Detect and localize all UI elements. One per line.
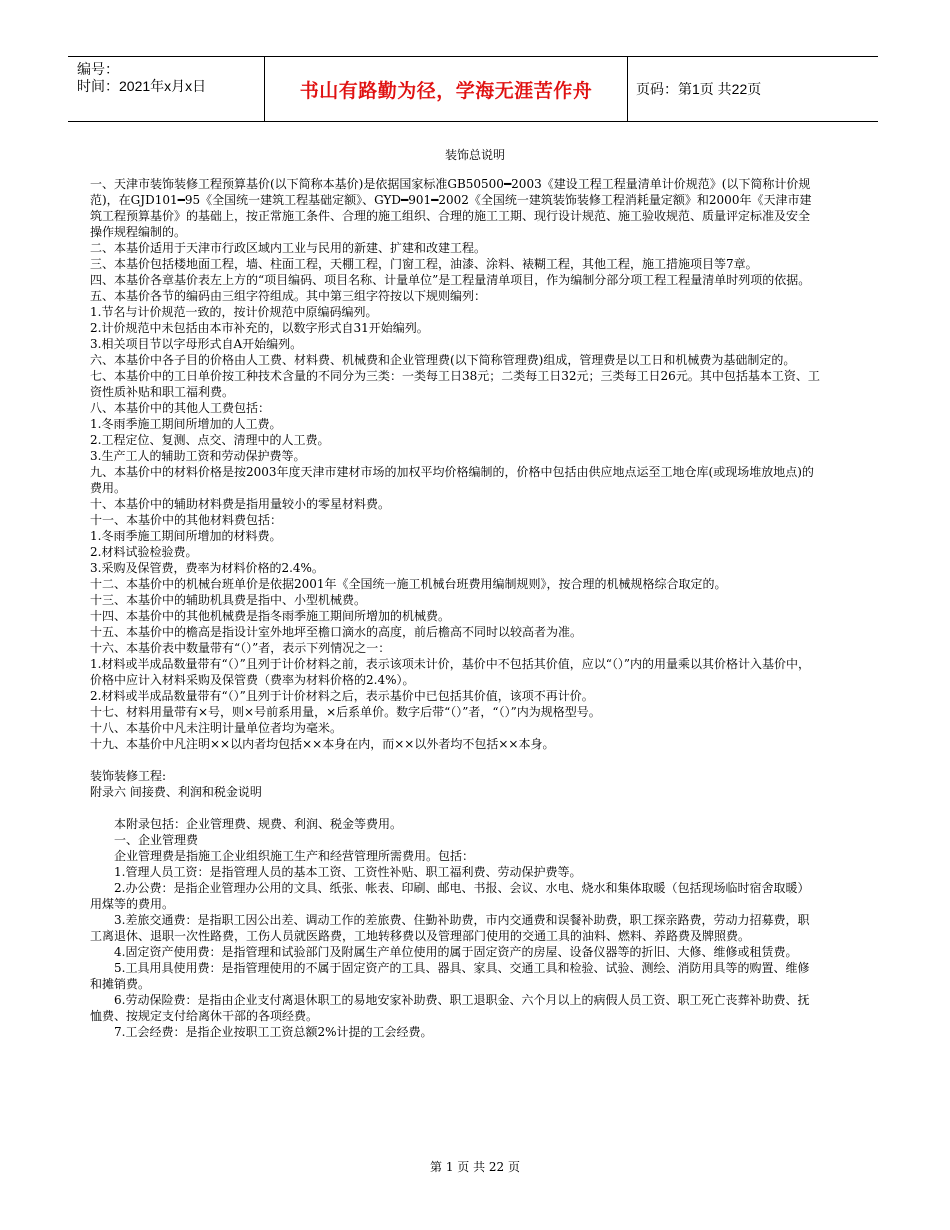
paragraph: 本附录包括：企业管理费、规费、利润、税金等费用。 <box>114 817 403 831</box>
paragraph: 八、本基价中的其他人工费包括： <box>90 401 271 415</box>
number-label: 编号： <box>77 61 119 77</box>
paragraph: 企业管理费是指施工企业组织施工生产和经营管理所需费用。包括： <box>114 849 475 863</box>
paragraph: 十五、本基价中的檐高是指设计室外地坪至檐口滴水的高度，前后檐高不同时以较高者为准。 <box>90 625 583 639</box>
time-label: 时间：2021年x月x日 <box>77 78 207 94</box>
paragraph: 十一、本基价中的其他材料费包括： <box>90 513 283 527</box>
paragraph: 2.材料或半成品数量带有“（）”且列于计价材料之后，表示基价中已包括其价值，该项不再计价。 <box>90 689 594 703</box>
paragraph: 5.工具用具使用费：是指管理使用的不属于固定资产的工具、器具、家具、交通工具和检验、试验、测绘、消防用具等的购置、维修和摊销费。 <box>90 961 810 991</box>
appendix-notes <box>90 816 820 1040</box>
appendix-heading-2: 附录六 间接费、利润和税金说明 <box>90 785 262 799</box>
paragraph: 1.节名与计价规范一致的，按计价规范中原编码编列。 <box>90 305 378 319</box>
paragraph: 十六、本基价表中数量带有“（）”者，表示下列情况之一： <box>90 641 391 655</box>
paragraph: 十三、本基价中的辅助机具费是指中、小型机械费。 <box>90 593 367 607</box>
paragraph: 3.相关项目节以字母形式自A开始编列。 <box>90 337 303 351</box>
paragraph: 四、本基价各章基价表左上方的“项目编码、项目名称、计量单位”是工程量清单项目，作为编制分部分项工程工程量清单时列项的依据。 <box>90 273 811 287</box>
document-title: 装饰总说明 <box>444 148 505 162</box>
motto: 书山有路勤为径，学海无涯苦作舟 <box>265 57 628 121</box>
appendix-heading-1: 装饰装修工程: <box>90 769 167 783</box>
paragraph: 一、企业管理费 <box>114 833 199 847</box>
paragraph: 十二、本基价中的机械台班单价是依据2001年《全国统一施工机械台班费用编制规则》，按合理的机械规格综合取定的。 <box>90 577 727 591</box>
paragraph: 7.工会经费：是指企业按职工工资总额2%计提的工会经费。 <box>114 1025 433 1039</box>
paragraph: 六、本基价中各子目的价格由人工费、材料费、机械费和企业管理费(以下简称管理费)组成，管理费是以工日和机械费为基础制定的。 <box>90 353 796 367</box>
paragraph: 十、本基价中的辅助材料费是指用量较小的零星材料费。 <box>90 497 391 511</box>
document-body <box>90 176 820 1040</box>
page-header <box>68 56 878 122</box>
page-footer: 第 1 页 共 22 页 <box>430 1160 520 1174</box>
paragraph: 1.材料或半成品数量带有“（）”且列于计价材料之前，表示该项未计价，基价中不包括其价值，应以“（）”内的用量乘以其价格计入基价中，价格中应计入材料采购及保管费（费率为材料价格的2.4%）。 <box>90 657 810 687</box>
paragraph: 2.计价规范中未包括由本市补充的，以数字形式自31开始编列。 <box>90 321 429 335</box>
paragraph: 1.冬雨季施工期间所增加的人工费。 <box>90 417 282 431</box>
paragraph: 4.固定资产使用费：是指管理和试验部门及附属生产单位使用的属于固定资产的房屋、设备仪器等的折旧、大修、维修或租赁费。 <box>114 945 798 959</box>
paragraph: 三、本基价包括楼地面工程，墙、柱面工程，天棚工程，门窗工程，油漆、涂料、裱糊工程，其他工程，施工措施项目等7章。 <box>90 257 758 271</box>
paragraph: 七、本基价中的工日单价按工种技术含量的不同分为三类：一类每工日38元；二类每工日32元；三类每工日26元。其中包括基本工资、工资性质补贴和职工福利费。 <box>90 369 820 399</box>
paragraph: 1.管理人员工资：是指管理人员的基本工资、工资性补贴、职工福利费、劳动保护费等。 <box>114 865 582 879</box>
paragraph: 3.差旅交通费：是指职工因公出差、调动工作的差旅费、住勤补助费，市内交通费和误餐补助费，职工探亲路费，劳动力招募费，职工离退休、退职一次性路费，工伤人员就医路费，工地转移费以及管理部门使用的交通工具的油料、燃料、养路费及牌照费。 <box>90 913 810 943</box>
general-notes <box>90 176 820 752</box>
paragraph: 1.冬雨季施工期间所增加的材料费。 <box>90 529 282 543</box>
paragraph: 十四、本基价中的其他机械费是指冬雨季施工期间所增加的机械费。 <box>90 609 451 623</box>
paragraph: 九、本基价中的材料价格是按2003年度天津市建材市场的加权平均价格编制的，价格中包括由供应地点运至工地仓库(或现场堆放地点)的费用。 <box>90 465 814 495</box>
paragraph: 2.材料试验检验费。 <box>90 545 198 559</box>
page-indicator: 页码：第1页 共22页 <box>636 81 762 97</box>
paragraph: 3.采购及保管费，费率为材料价格的2.4%。 <box>90 561 324 575</box>
paragraph: 2.办公费：是指企业管理办公用的文具、纸张、帐表、印刷、邮电、书报、会议、水电、烧水和集体取暖（包括现场临时宿舍取暖）用煤等的费用。 <box>90 881 810 911</box>
paragraph: 五、本基价各节的编码由三组字符组成。其中第三组字符按以下规则编列： <box>90 289 487 303</box>
paragraph: 十八、本基价中凡未注明计量单位者均为毫米。 <box>90 721 343 735</box>
paragraph: 十九、本基价中凡注明××以内者均包括××本身在内，而××以外者均不包括××本身。 <box>90 737 555 751</box>
paragraph: 2.工程定位、复测、点交、清理中的人工费。 <box>90 433 330 447</box>
paragraph: 6.劳动保险费：是指由企业支付离退休职工的易地安家补助费、职工退职金、六个月以上的病假人员工资、职工死亡丧葬补助费、抚恤费、按规定支付给离休干部的各项经费。 <box>90 993 810 1023</box>
paragraph: 一、天津市装饰装修工程预算基价(以下简称本基价)是依据国家标准GB50500━2003《建设工程工程量清单计价规范》(以下简称计价规范)，在GJD101━95《全国统一建筑工程基础定额》、GYD━901━2002《全国统一建筑装饰装修工程消耗量定额》和2000年《天津市建筑工程预算基价》的基础上，按正常施工条件、合理的施工组织、合理的施工工期、现行设计规范、施工验收规范、质量评定标准及安全操作规程编制的。 <box>90 177 812 239</box>
paragraph: 3.生产工人的辅助工资和劳动保护费等。 <box>90 449 306 463</box>
paragraph: 二、本基价适用于天津市行政区域内工业与民用的新建、扩建和改建工程。 <box>90 241 487 255</box>
header-info-cell <box>68 57 265 121</box>
paragraph: 十七、材料用量带有×号，则×号前系用量，×后系单价。数字后带“（）”者，“（）”内为规格型号。 <box>90 705 601 719</box>
